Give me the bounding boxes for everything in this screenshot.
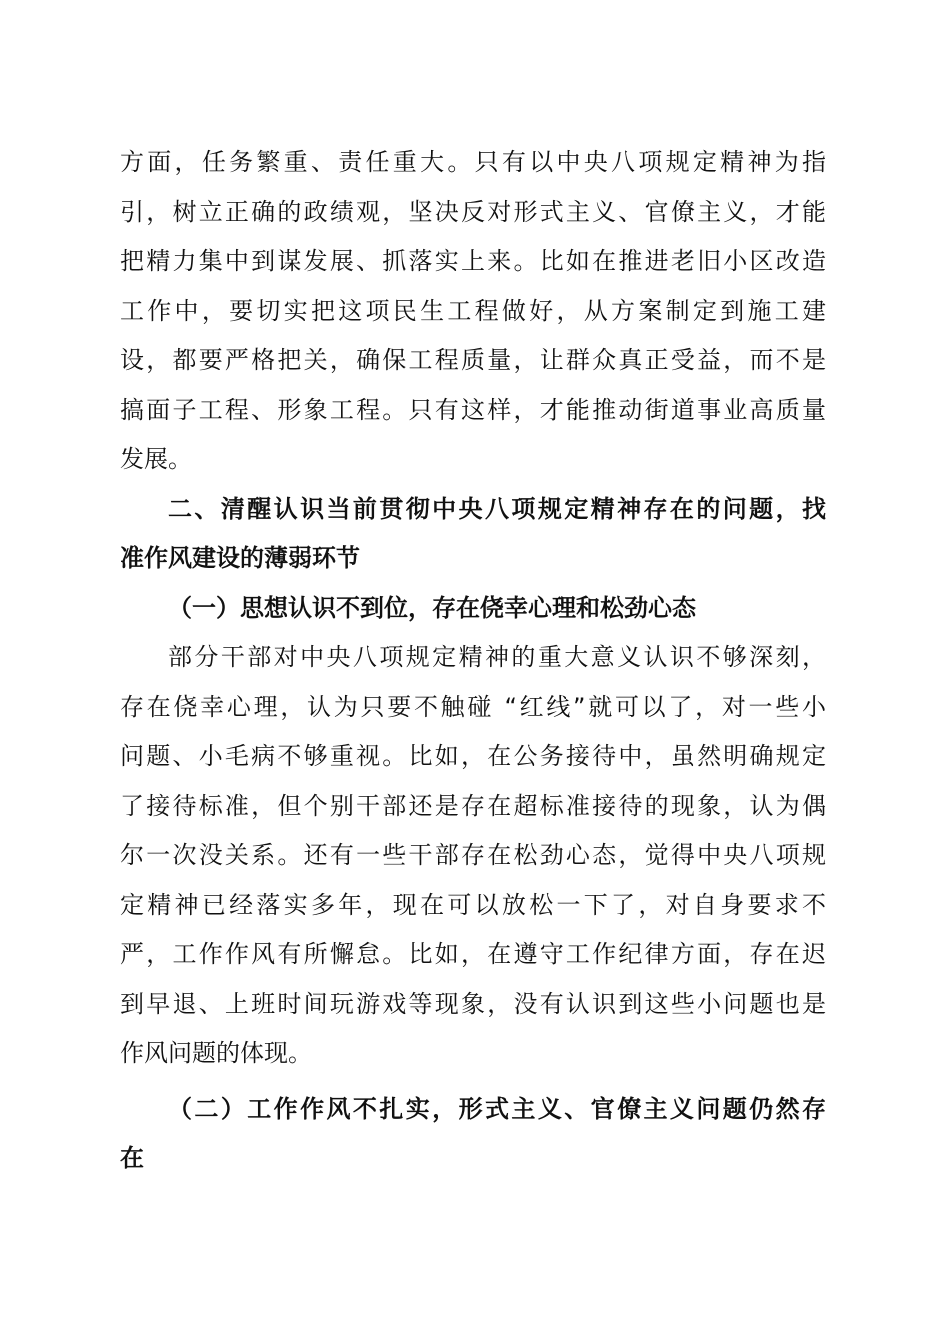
text-line: 搞面子工程、形象工程。只有这样，才能推动街道事业高质量 [120, 395, 826, 424]
text-line: 把精力集中到谋发展、抓落实上来。比如在推进老旧小区改造 [120, 247, 826, 275]
subheading-1: （一）思想认识不到位，存在侥幸心理和松劲心态 [168, 593, 696, 622]
subheading-2 [120, 1085, 826, 1184]
heading-line: 准作风建设的薄弱环节 [120, 544, 360, 572]
text-line: 设，都要严格把关，确保工程质量，让群众真正受益，而不是 [120, 346, 826, 374]
text-line: 问题、小毛病不够重视。比如，在公务接待中，虽然明确规定 [120, 742, 826, 770]
text-line: 工作中，要切实把这项民生工程做好，从方案制定到施工建 [120, 296, 826, 325]
text-line: 定精神已经落实多年，现在可以放松一下了，对自身要求不 [120, 890, 826, 919]
text-line: 存在侥幸心理，认为只要不触碰 “红线”就可以了，对一些小 [120, 692, 826, 721]
paragraph-2 [120, 633, 826, 1079]
text-line: 到早退、上班时间玩游戏等现象，没有认识到这些小问题也是 [120, 989, 826, 1018]
text-line: 作风问题的体现。 [120, 1039, 312, 1067]
text-line: 部分干部对中央八项规定精神的重大意义认识不够深刻， [168, 643, 826, 671]
text-line: 发展。 [120, 445, 192, 473]
heading-line: 在 [120, 1144, 144, 1172]
heading-line: 二、清醒认识当前贯彻中央八项规定精神存在的问题，找 [168, 494, 826, 523]
heading-line: （二）工作作风不扎实，形式主义、官僚主义问题仍然存 [168, 1094, 826, 1123]
text-line: 方面，任务繁重、责任重大。只有以中央八项规定精神为指 [120, 148, 826, 176]
document-body [120, 138, 826, 1184]
text-line: 引，树立正确的政绩观，坚决反对形式主义、官僚主义，才能 [120, 197, 826, 226]
text-line: 尔一次没关系。还有一些干部存在松劲心态，觉得中央八项规 [120, 841, 826, 869]
section-heading-2 [120, 485, 826, 584]
text-line: 严，工作作风有所懈怠。比如，在遵守工作纪律方面，存在迟 [120, 940, 826, 968]
paragraph-continuation [120, 138, 826, 485]
text-line: 了接待标准，但个别干部还是存在超标准接待的现象，认为偶 [120, 791, 826, 820]
